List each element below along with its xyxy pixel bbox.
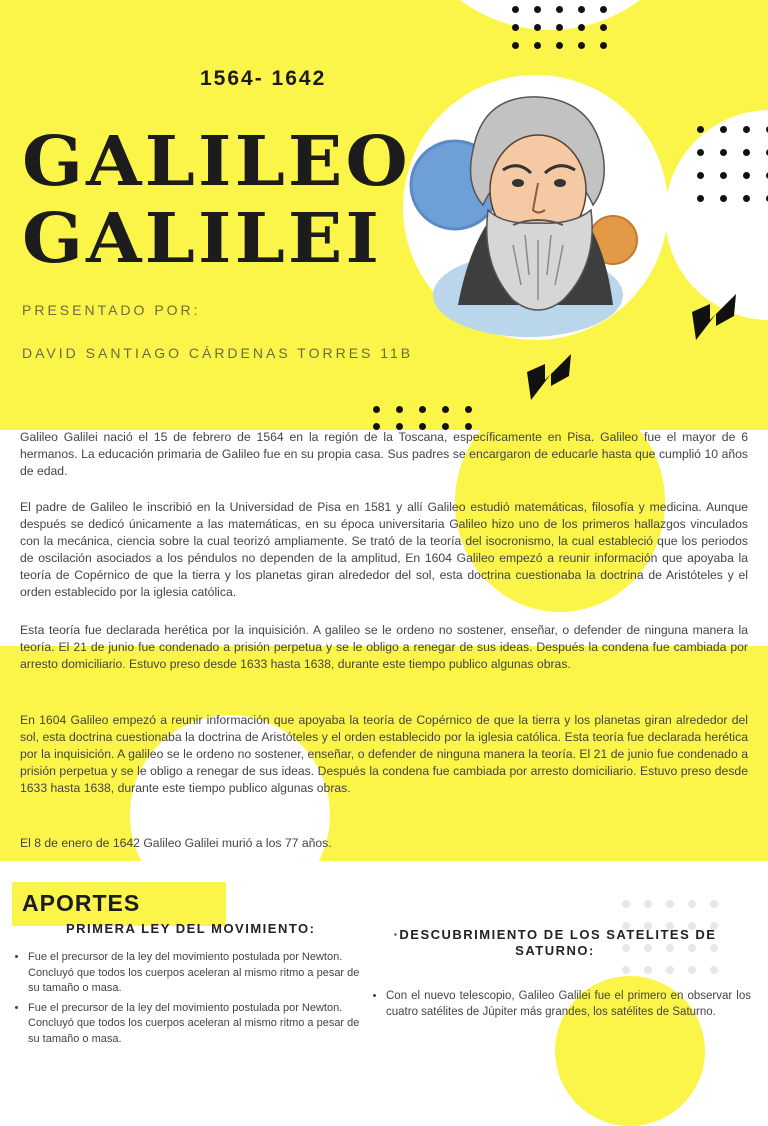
galileo-portrait — [403, 75, 668, 340]
list-item: • Fue el precursor de la ley del movimiento postulada por Newton. Concluyó que todos los cuerpos aceleran al mismo ritmo a pesar de su tamaño o masa. — [28, 950, 373, 997]
paragraph-education: El padre de Galileo le inscribió en la Universidad de Pisa en 1581 y allí Galileo estudió matemáticas, filosofía y medicina. Aunque después se dedicó únicamente a las matemáticas, en su época universitaria Galileo hizo uno de los primeros hallazgos vinculados con la mecánica, ciencia sobre la cual teorizó ampliamente. Se trató de la teoría del isocronismo, la cual estableció que los periodos de oscilación asociados a los péndulos no dependen de la amplitud, En 1604 Galileo empezó a reunir información que apoyaba la teoría de Copérnico de que la tierra y los planetas giran alrededor del sol, esta doctrina cuestionaba la doctrina de Aristóteles y el orden establecido por la iglesia católica. — [20, 500, 748, 599]
paragraph-birth: Galileo Galilei nació el 15 de febrero de 1564 en la región de la Toscana, específicamente en Pisa. Galileo fue el mayor de 6 hermanos. La educación primaria de Galileo fue en su propia casa. Sus padres se encargaron de educarle hasta que cumplió 10 años de edad. — [20, 430, 748, 478]
title-line-2: GALILEI — [22, 199, 383, 279]
list-item: • Con el nuevo telescopio, Galileo Galilei fue el primero en observar los cuatro satélites de Júpiter más grandes, los satélites de Saturno. — [386, 988, 751, 1020]
years-text: 1564- 1642 — [200, 67, 327, 90]
saturn-list — [370, 988, 751, 1024]
list-item: • Fue el precursor de la ley del movimiento postulada por Newton. Concluyó que todos los cuerpos aceleran al mismo ritmo a pesar de su tamaño o masa. — [28, 1001, 373, 1048]
paragraph-inquisition: Esta teoría fue declarada herética por la inquisición. A galileo se le ordeno no sostener, enseñar, o defender de ninguna manera la teoría. El 21 de junio fue condenado a prisión perpetua y se le obligo a renegar de sus ideas. Después la condena fue cambiada por arresto domiciliario. Estuvo preso desde 1633 hasta 1638, durante este tiempo publico algunas obras. — [20, 623, 748, 671]
presented-by-label: PRESENTADO POR: — [22, 302, 201, 318]
author-name: DAVID SANTIAGO CÁRDENAS TORRES 11B — [22, 345, 414, 361]
zigzag-icon — [525, 352, 575, 402]
zigzag-icon — [690, 292, 740, 342]
right-dot-grid — [697, 126, 768, 202]
aportes-heading: APORTES — [22, 890, 141, 916]
first-law-list — [10, 950, 373, 1051]
saturn-satellites-title: ·DESCUBRIMIENTO DE LOS SATELITES DE SATURNO: — [393, 927, 717, 958]
middle-dot-grid — [373, 406, 472, 430]
top-dot-grid — [512, 6, 607, 49]
paragraph-death: El 8 de enero de 1642 Galileo Galilei murió a los 77 años. — [20, 836, 332, 850]
title-line-1: GALILEO — [22, 122, 411, 202]
first-law-title: PRIMERA LEY DEL MOVIMIENTO: — [66, 921, 316, 936]
paragraph-copernicus: En 1604 Galileo empezó a reunir información que apoyaba la teoría de Copérnico de que la tierra y los planetas giran alrededor del sol, esta doctrina cuestionaba la doctrina de Aristóteles y el orden establecido por la iglesia católica. Esta teoría fue declarada herética por la inquisición. A galileo se le ordeno no sostener, enseñar, o defender de ninguna manera la teoría. El 21 de junio fue condenado a prisión perpetua y se le obligo a renegar de sus ideas. Después la condena fue cambiada por arresto domiciliario. Estuvo preso desde 1633 hasta 1638, durante este tiempo publico algunas obras. — [20, 713, 748, 795]
